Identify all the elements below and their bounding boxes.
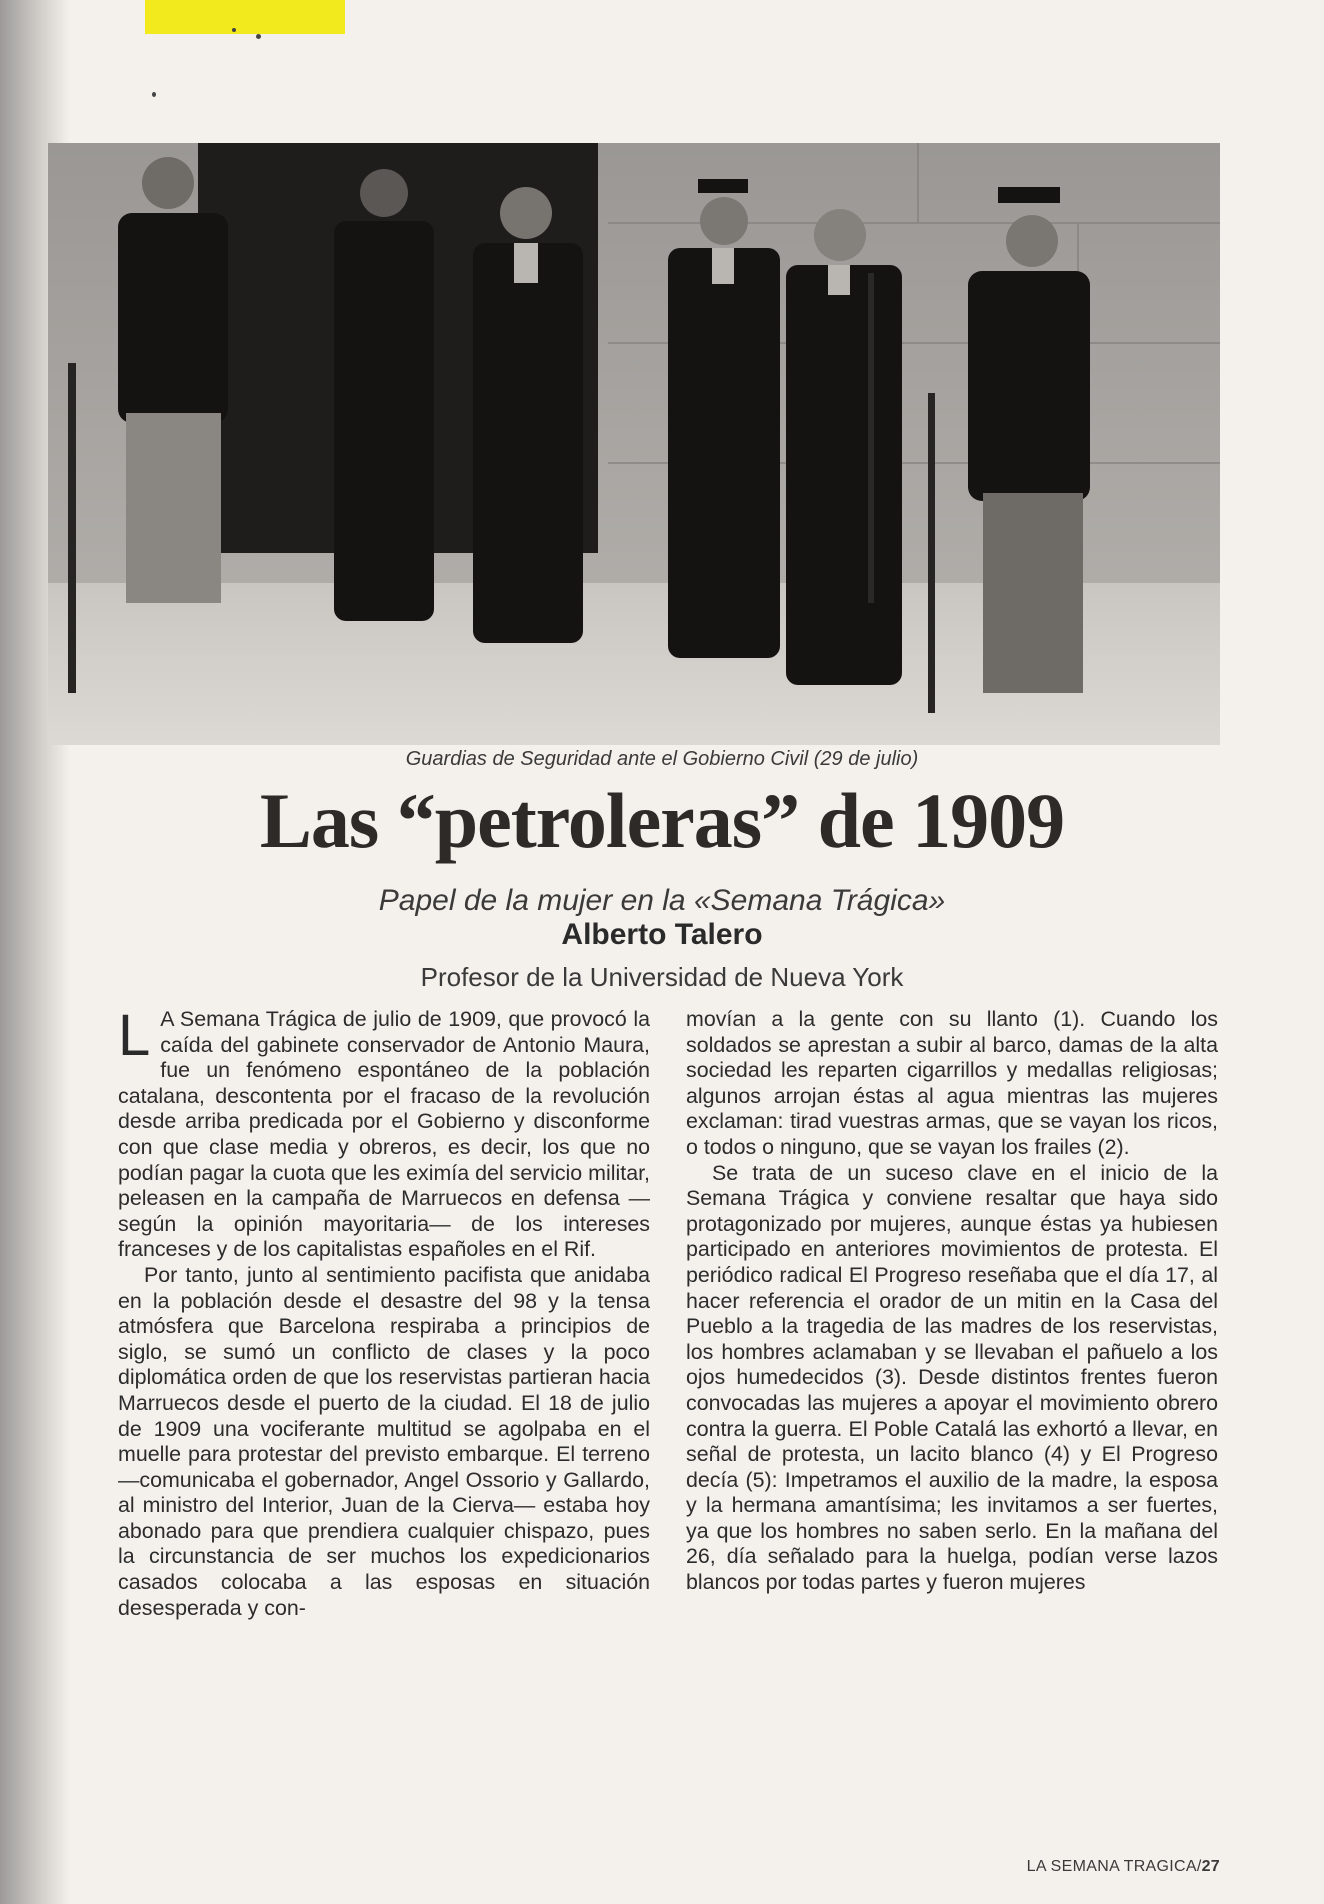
paragraph: A Semana Trágica de julio de 1909, que provocó la caída del gabinete conservador de Antonio Maura, fue un fenómeno espontáneo de la población catalana, descontenta por el fracaso de la revolución desde arriba predicada por el Gobierno y disconforme con que clase media y obreros, es decir, los que no podían pagar la cuota que les eximía del servicio militar, peleasen en la campaña de Marruecos en defensa —según la opinión mayoritaria— de los intereses franceses y de los capitalistas españoles en el Rif. bbox=[118, 1007, 650, 1262]
paragraph: Por tanto, junto al sentimiento pacifista que anidaba en la población desde el desastre del 98 y la tensa atmósfera que Barcelona respiraba a principios de siglo, se sumó un conflicto de clases y la poco diplomática orden de que los reservistas partieran hacia Marruecos desde el puerto de la ciudad. El 18 de julio de 1909 una vociferante multitud se agolpaba en el muelle para protestar del previsto embarque. El terreno —comunicaba el gobernador, Angel Ossorio y Gallardo, al ministro del Interior, Juan de la Cierva— estaba hoy abonado para que prendiera cualquier chispazo, pues la circunstancia de ser muchos los expedicionarios casados colocaba a las esposas en situación desesperada y con- bbox=[118, 1262, 650, 1620]
author-name: Alberto Talero bbox=[561, 918, 763, 951]
footer-section: LA SEMANA TRAGICA/ bbox=[1026, 1858, 1202, 1875]
yellow-tape-strip bbox=[145, 0, 345, 34]
photo-caption: Guardias de Seguridad ante el Gobierno Civil (29 de julio) bbox=[405, 748, 919, 770]
page-footer bbox=[1027, 1858, 1220, 1876]
page-number: 27 bbox=[1201, 1858, 1220, 1875]
author-affiliation: Profesor de la Universidad de Nueva York bbox=[420, 962, 904, 992]
dust-speck bbox=[232, 28, 236, 32]
historical-photo bbox=[48, 143, 1220, 745]
right-column bbox=[686, 1007, 1218, 1596]
drop-cap: L bbox=[118, 1003, 151, 1068]
article-title: Las “petroleras” de 1909 bbox=[259, 777, 1065, 864]
dust-speck bbox=[256, 34, 261, 39]
paragraph: movían a la gente con su llanto (1). Cuando los soldados se aprestan a subir al barco, damas de la alta sociedad les reparten cigarrillos y medallas religiosas; algunos arrojan éstas al agua mientras las mujeres exclaman: tirad vuestras armas, que se vayan los ricos, o todos o ninguno, que se vayan los frailes (2). bbox=[686, 1007, 1218, 1159]
left-column bbox=[118, 1003, 650, 1621]
paragraph: Se trata de un suceso clave en el inicio de la Semana Trágica y conviene resaltar que haya sido protagonizado por mujeres, aunque éstas ya hubiesen participado en anteriores movimientos de protesta. El periódico radical El Progreso reseñaba que el día 17, al hacer referencia el orador de un mitin en la Casa del Pueblo a la tragedia de las madres de los reservistas, los hombres aclamaban y se llevaban el pañuelo a los ojos humedecidos (3). Desde distintos frentes fueron convocadas las mujeres a apoyar el movimiento obrero contra la guerra. El Poble Catalá las exhortó a llevar, en señal de protesta, un lacito blanco (4) y El Progreso decía (5): Impetramos el auxilio de la madre, la esposa y la hermana amantísima; les invitamos a ser fuertes, ya que los hombres no saben serlo. En la mañana del 26, día señalado para la huelga, podían verse lazos blancos por todas partes y fueron mujeres bbox=[686, 1160, 1218, 1595]
dust-speck bbox=[152, 92, 156, 97]
article-subtitle: Papel de la mujer en la «Semana Trágica» bbox=[378, 884, 946, 917]
